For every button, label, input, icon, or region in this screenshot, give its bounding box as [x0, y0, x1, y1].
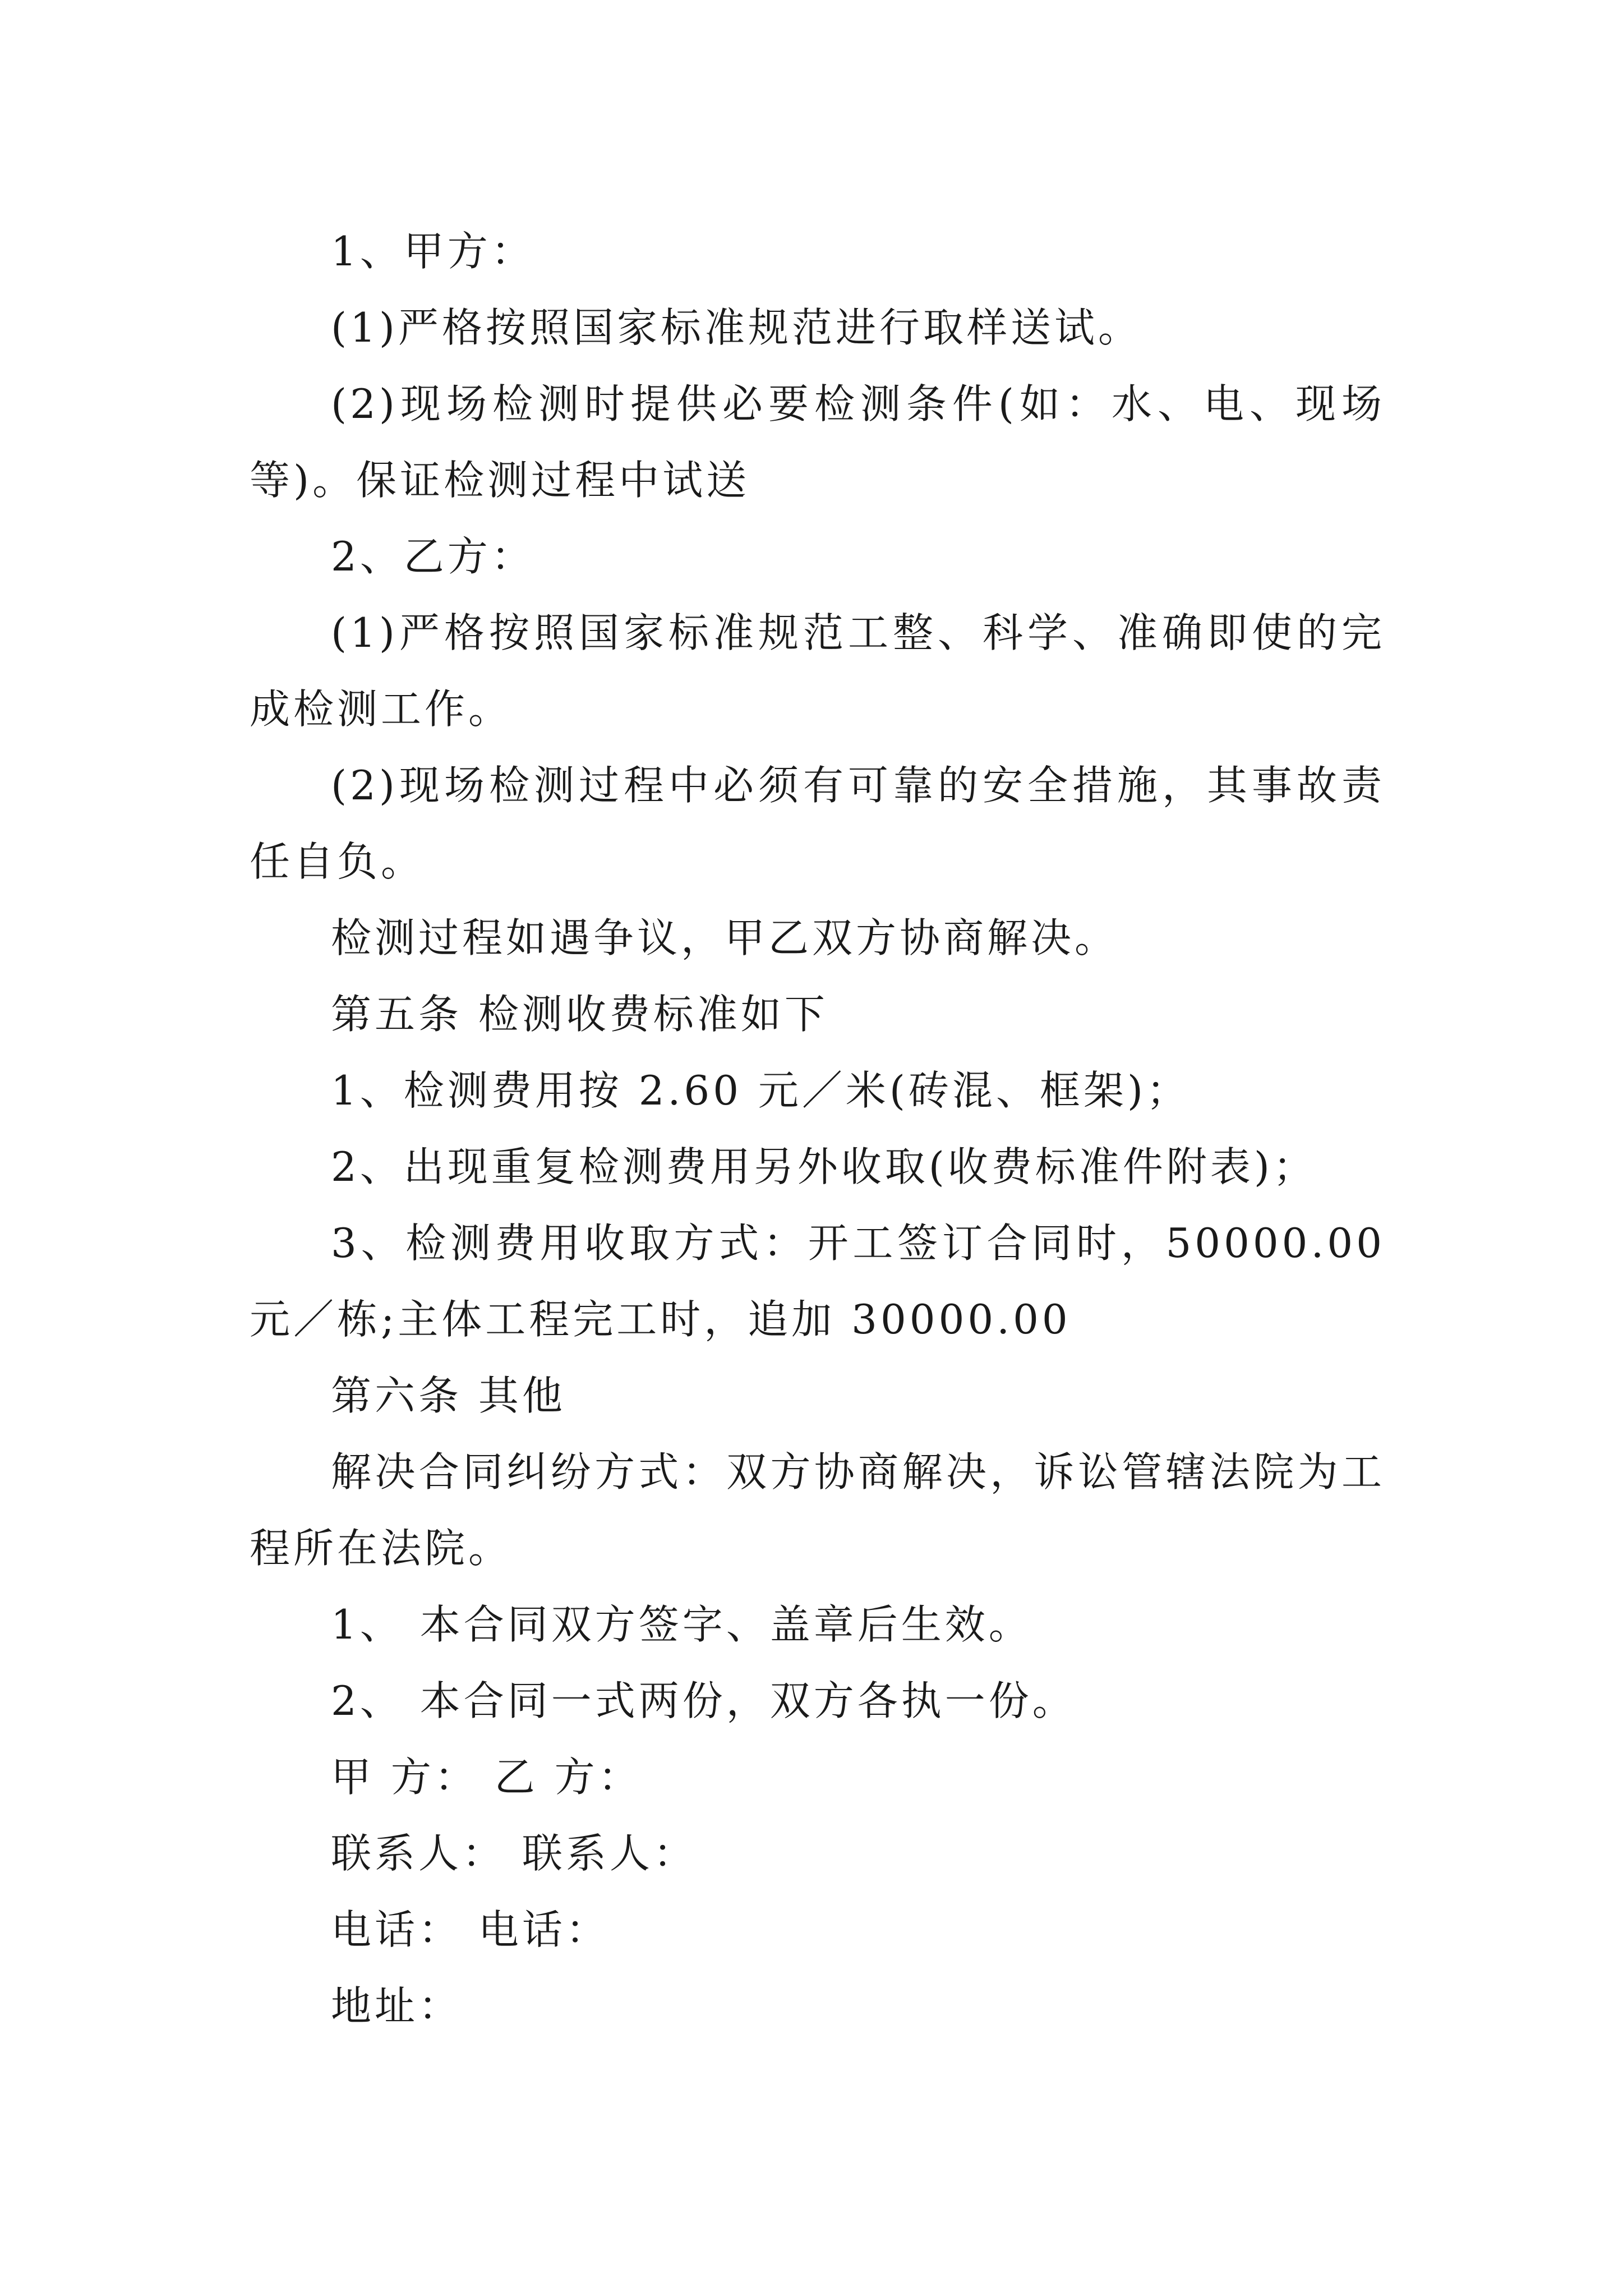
- term-item-1: 1、 本合同双方签字、盖章后生效。: [331, 1601, 1032, 1648]
- fee-item-3: 3、检测费用收取方式：开工签订合同时，50000.00 元／栋;主体工程完工时，追加 30000.00: [250, 1220, 1385, 1343]
- signature-phone: 电话： 电话：: [331, 1906, 610, 1953]
- paragraph-dispute-resolution: 解决合同纠纷方式：双方协商解决，诉讼管辖法院为工程所在法院。: [250, 1448, 1385, 1572]
- fee-item-2: 2、出现重复检测费用另外收取(收费标准件附表)；: [331, 1143, 1317, 1190]
- document-body: [250, 213, 1385, 2044]
- section-five-heading: 第五条 检测收费标准如下: [331, 991, 828, 1038]
- paragraph-party-a-item-1: (1)严格按照国家标准规范进行取样送试。: [331, 304, 1142, 351]
- section-six-heading: 第六条 其他: [331, 1372, 566, 1419]
- paragraph-party-b-item-1: (1)严格按照国家标准规范工整、科学、准确即使的完成检测工作。: [250, 609, 1385, 733]
- term-item-2: 2、 本合同一式两份，双方各执一份。: [331, 1677, 1076, 1724]
- paragraph-party-a-heading: 1、甲方：: [331, 228, 535, 275]
- paragraph-party-b-item-2: (2)现场检测过程中必须有可靠的安全措施，其事故责任自负。: [250, 762, 1385, 885]
- paragraph-dispute: 检测过程如遇争议，甲乙双方协商解决。: [331, 914, 1119, 961]
- signature-parties: 甲 方： 乙 方：: [331, 1754, 642, 1801]
- signature-contact: 联系人： 联系人：: [331, 1830, 697, 1877]
- fee-item-1: 1、检测费用按 2.60 元／米(砖混、框架)；: [331, 1067, 1191, 1114]
- signature-address: 地址：: [331, 1982, 463, 2030]
- paragraph-party-a-item-2: (2)现场检测时提供必要检测条件(如：水、电、现场等)。保证检测过程中试送: [250, 380, 1385, 504]
- paragraph-party-b-heading: 2、乙方：: [331, 533, 535, 580]
